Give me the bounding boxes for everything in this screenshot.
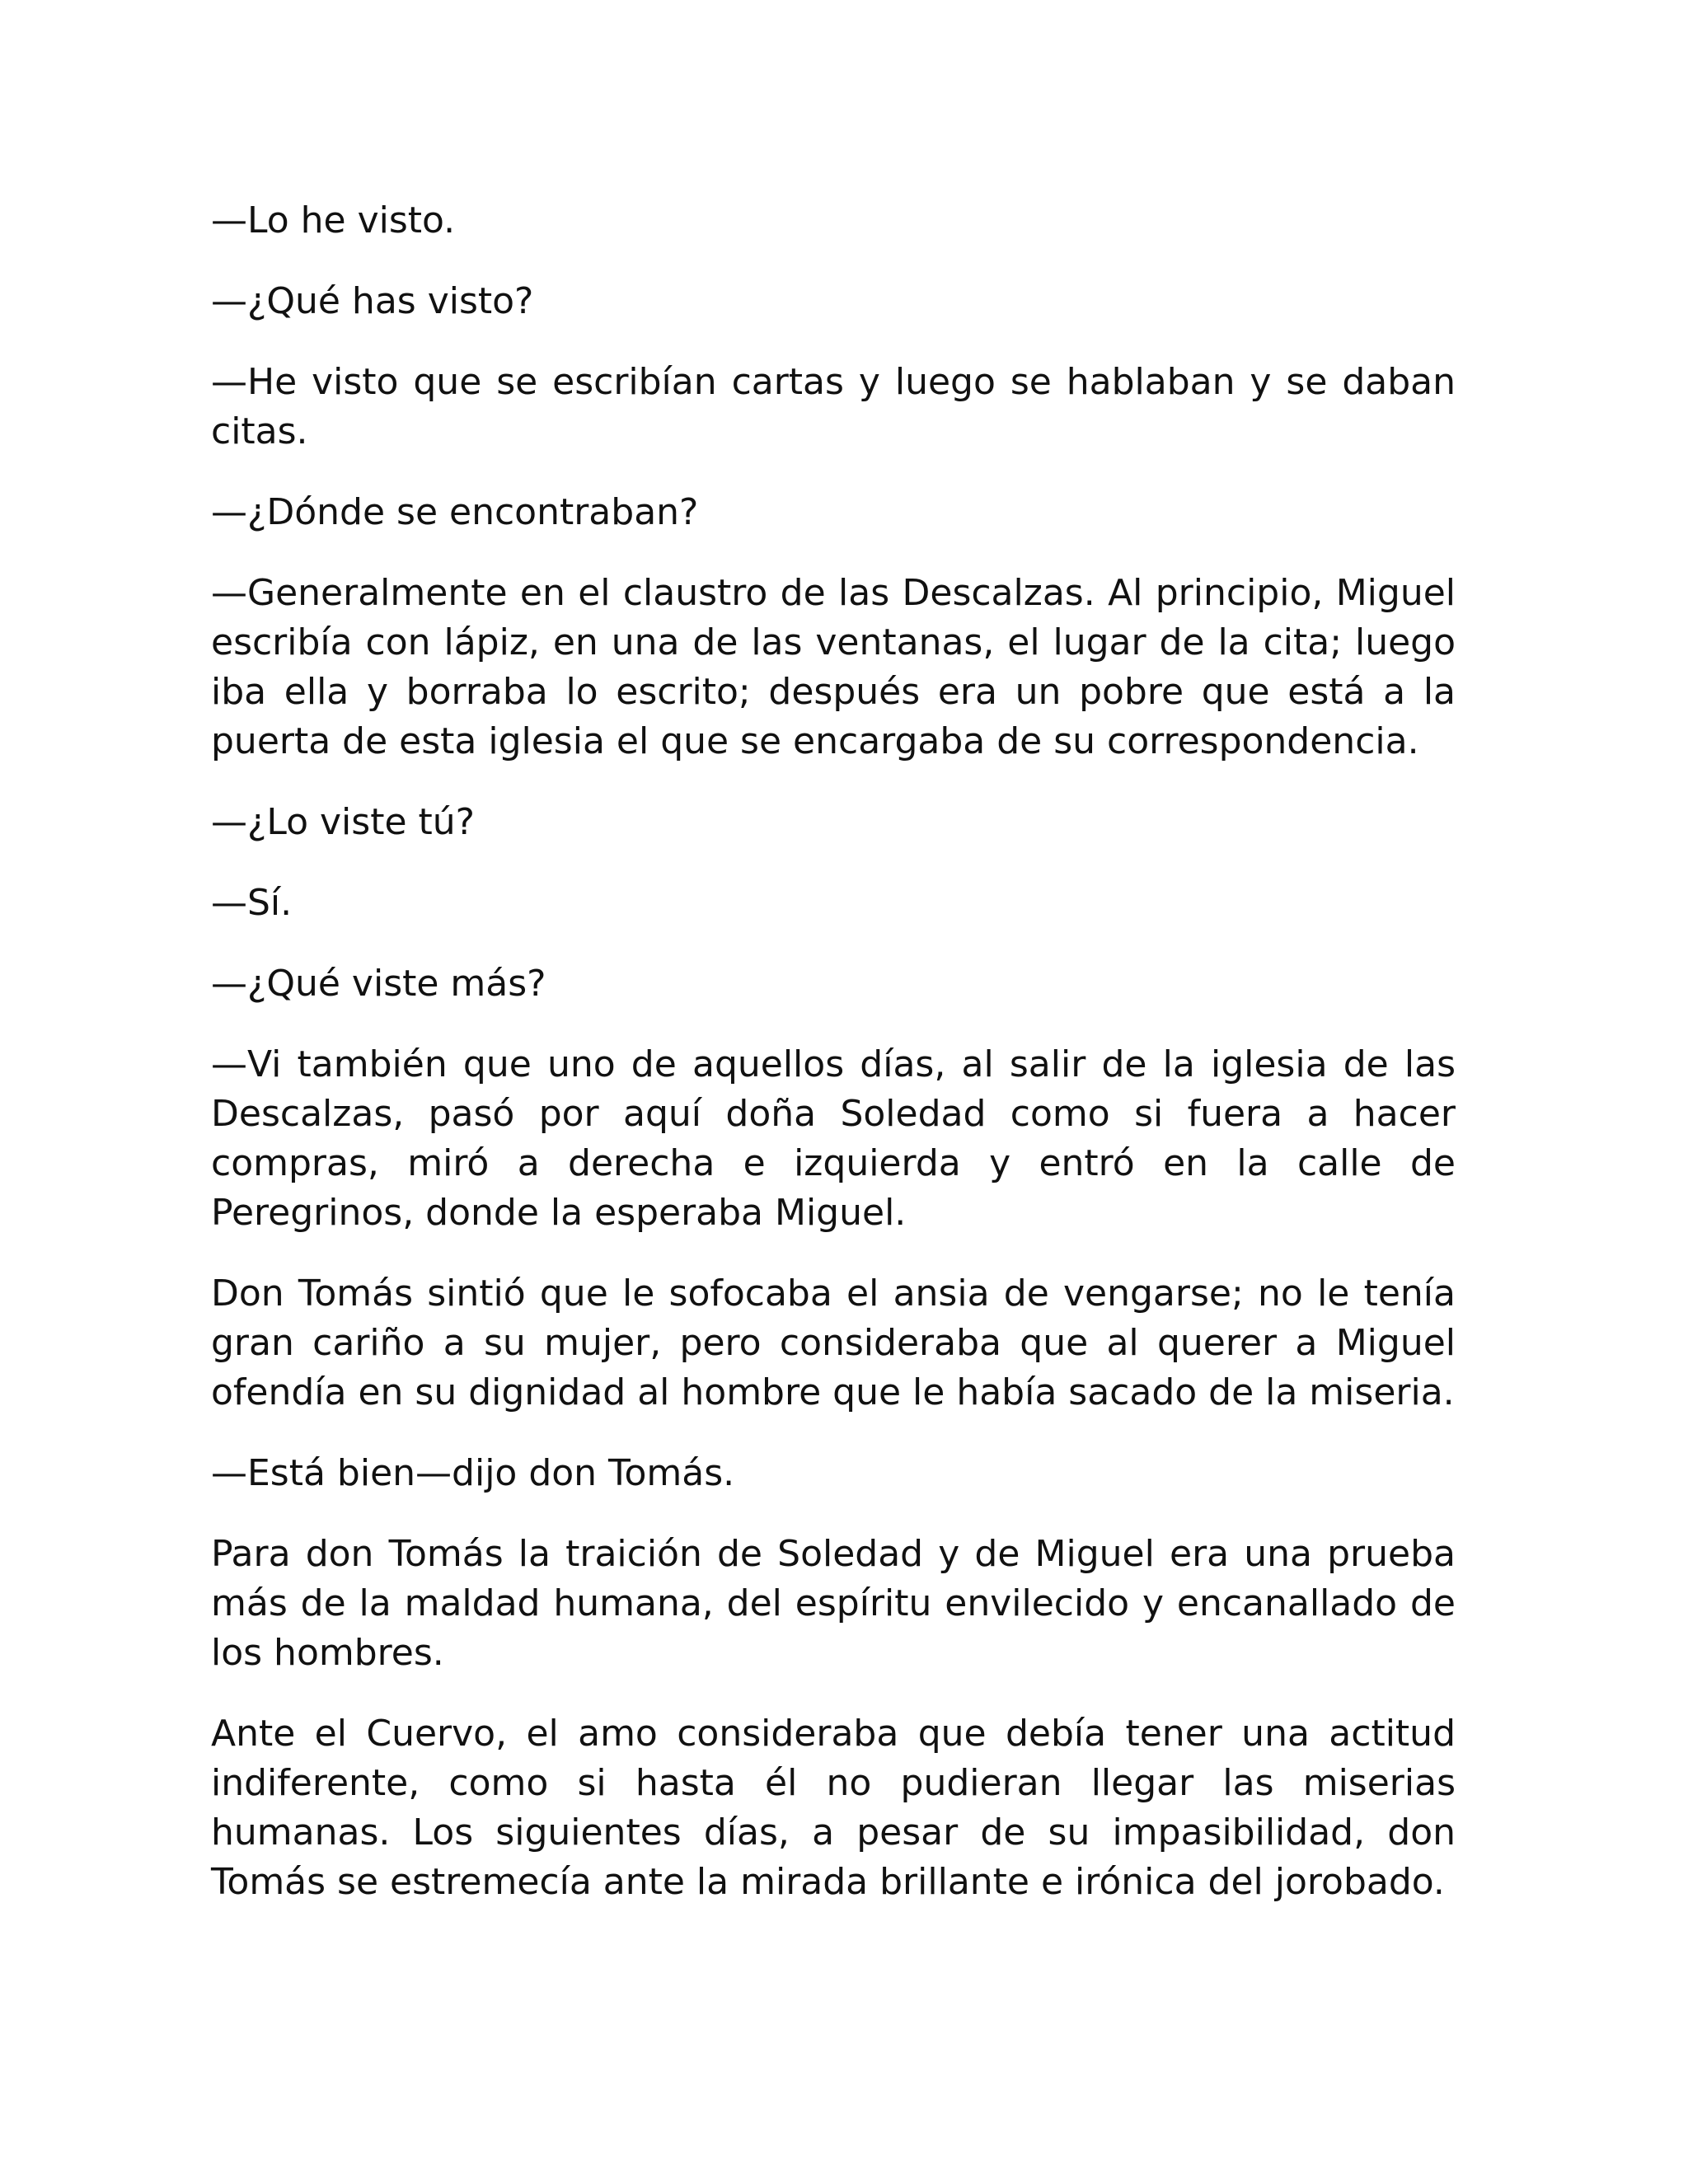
- paragraph-3: —He visto que se escribían cartas y luego se hablaban y se daban citas.: [211, 361, 1456, 452]
- paragraph-7: —Sí.: [211, 882, 293, 924]
- paragraph-13: Ante el Cuervo, el amo consideraba que debía tener una actitud indiferente, como si hasta él no pudieran llegar las miserias humanas. Los siguientes días, a pesar de su impasibilidad, don Tomás se estremecía ante la mirada brillante e irónica del jorobado.: [211, 1713, 1456, 1903]
- paragraph-1: —Lo he visto.: [211, 199, 456, 241]
- paragraph-12: Para don Tomás la traición de Soledad y de Miguel era una prueba más de la maldad humana, del espíritu envilecido y encanallado de los hombres.: [211, 1533, 1456, 1674]
- paragraph-6: —¿Lo viste tú?: [211, 801, 475, 843]
- paragraph-10: Don Tomás sintió que le sofocaba el ansia de vengarse; no le tenía gran cariño a su mujer, pero consideraba que al querer a Miguel ofendía en su dignidad al hombre que le había sacado de la miseria.: [211, 1272, 1456, 1413]
- paragraph-11: —Está bien—dijo don Tomás.: [211, 1452, 735, 1494]
- paragraph-9: —Vi también que uno de aquellos días, al salir de la iglesia de las Descalzas, pasó por aquí doña Soledad como si fuera a hacer compras, miró a derecha e izquierda y entró en la calle de Peregrinos, donde la esperaba Miguel.: [211, 1043, 1456, 1234]
- paragraph-4: —¿Dónde se encontraban?: [211, 491, 699, 533]
- paragraph-2: —¿Qué has visto?: [211, 280, 534, 322]
- text-column: [211, 196, 1456, 1938]
- paragraph-8: —¿Qué viste más?: [211, 963, 546, 1005]
- paragraph-5: —Generalmente en el claustro de las Descalzas. Al principio, Miguel escribía con lápiz, en una de las ventanas, el lugar de la cita; luego iba ella y borraba lo escrito; después era un pobre que está a la puerta de esta iglesia el que se encargaba de su correspondencia.: [211, 572, 1456, 762]
